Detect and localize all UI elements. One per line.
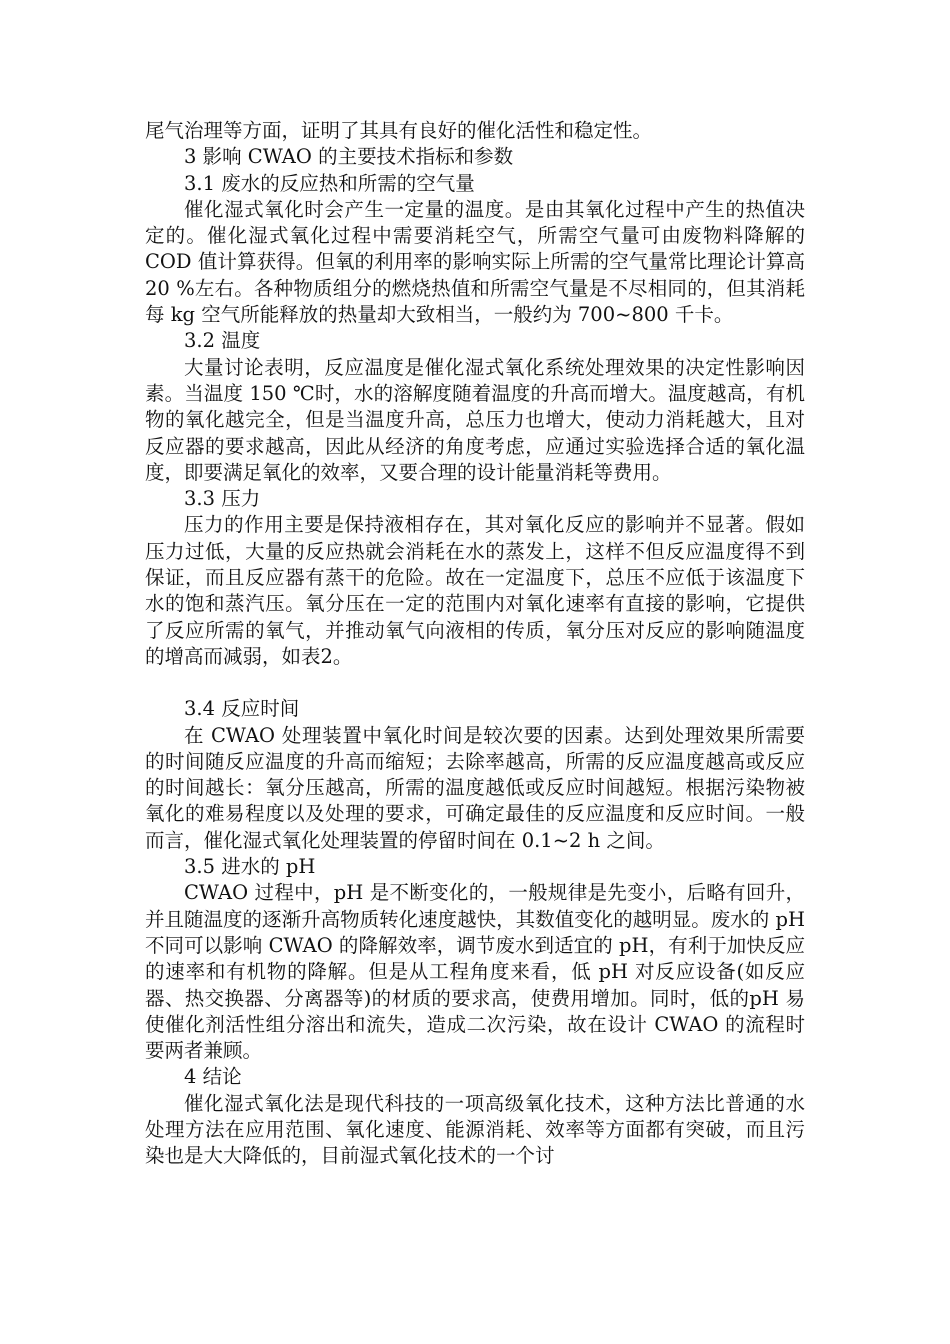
paragraph-conclusion: 催化湿式氧化法是现代科技的一项高级氧化技术，这种方法比普通的水处理方法在应用范围、氧化速度、能源消耗、效率等方面都有突破，而且污染也是大大降低的，目前湿式氧化技术的一个讨 (145, 1091, 805, 1168)
section-heading-3-4: 3.4 反应时间 (184, 697, 300, 721)
section-heading-3-3: 3.3 压力 (184, 487, 261, 511)
paragraph-reaction-time: 在 CWAO 处理装置中氧化时间是较次要的因素。达到处理效果所需要的时间随反应温度的升高而缩短；去除率越高，所需的反应温度越高或反应的时间越长：氧分压越高，所需的温度越低或反应时间越短。根据污染物被氧化的难易程度以及处理的要求，可确定最佳的反应温度和反应时间。一般而言，催化湿式氧化处理装置的停留时间在 0.1~2 h 之间。 (145, 723, 805, 852)
section-heading-3-1: 3.1 废水的反应热和所需的空气量 (184, 171, 475, 195)
paragraph-continuation: 尾气治理等方面，证明了其具有良好的催化活性和稳定性。 (145, 119, 653, 142)
section-heading-3-2: 3.2 温度 (184, 329, 261, 353)
paragraph-temperature: 大量讨论表明，反应温度是催化湿式氧化系统处理效果的决定性影响因素。当温度 150 ℃时，水的溶解度随着温度的升高而增大。温度越高，有机物的氧化越完全，但是当温度升高，总压力也增大，使动力消耗越大，且对反应器的要求越高，因此从经济的角度考虑，应通过实验选择合适的氧化温度，即要满足氧化的效率，又要合理的设计能量消耗等费用。 (145, 355, 805, 484)
paragraph-pressure: 压力的作用主要是保持液相存在，其对氧化反应的影响并不显著。假如压力过低，大量的反应热就会消耗在水的蒸发上，这样不但反应温度得不到保证，而且反应器有蒸干的危险。故在一定温度下，总压不应低于该温度下水的饱和蒸汽压。氧分压在一定的范围内对氧化速率有直接的影响，它提供了反应所需的氧气，并推动氧气向液相的传质，氧分压对反应的影响随温度的增高而减弱，如表2。 (145, 513, 805, 668)
paragraph-reaction-heat: 催化湿式氧化时会产生一定量的温度。是由其氧化过程中产生的热值决定的。催化湿式氧化过程中需要消耗空气，所需空气量可由废物料降解的 COD 值计算获得。但氧的利用率的影响实际上所需的空气量常比理论计算高 20 %左右。各种物质组分的燃烧热值和所需空气量是不尽相同的，但其消耗每 kg 空气所能释放的热量却大致相当，一般约为 700~800 千卡。 (145, 197, 805, 327)
section-heading-3-5: 3.5 进水的 pH (184, 855, 316, 879)
paragraph-ph: CWAO 过程中，pH 是不断变化的，一般规律是先变小，后略有回升，并且随温度的逐渐升高物质转化速度越快，其数值变化的越明显。废水的 pH 不同可以影响 CWAO 的降解效率，调节废水到适宜的 pH，有利于加快反应的速率和有机物的降解。但是从工程角度来看，低 pH 对反应设备(如反应器、热交换器、分离器等)的材质的要求高，使费用增加。同时，低的pH 易使催化剂活性组分溶出和流失，造成二次污染，故在设计 CWAO 的流程时要两者兼顾。 (145, 881, 805, 1063)
section-heading-3: 3 影响 CWAO 的主要技术指标和参数 (184, 145, 514, 169)
blank-line (145, 670, 805, 696)
section-heading-4: 4 结论 (184, 1065, 242, 1089)
document-page (145, 118, 805, 1170)
